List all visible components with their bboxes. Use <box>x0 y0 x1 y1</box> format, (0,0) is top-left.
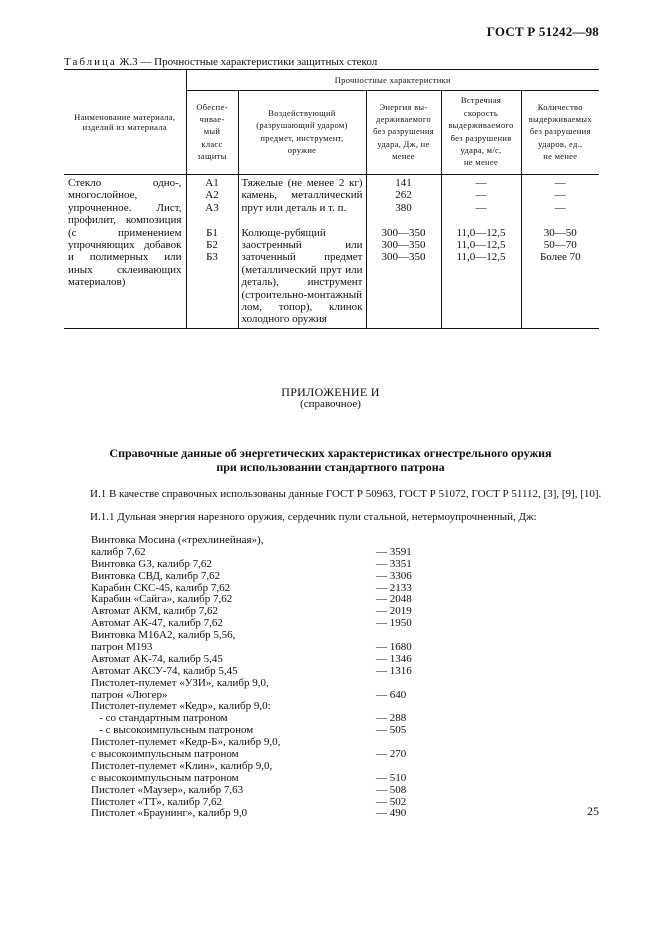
energy-cell <box>366 175 441 329</box>
energy-value: — 505 <box>376 724 407 737</box>
cell-line: Встречная <box>460 95 502 106</box>
reference-heading <box>0 446 661 474</box>
table-caption-text: Ж.3 — Прочностные характеристики защитных стекол <box>119 56 378 68</box>
impact-a-text: Тяжелые (не менее 2 кг) камень, металлический прут или деталь и т. п. <box>241 177 363 214</box>
cell-line: без разрушения <box>450 132 512 143</box>
energy-value: — 502 <box>376 795 407 808</box>
col-count-header <box>521 91 599 175</box>
cell-line: А2 <box>205 189 219 202</box>
cell-line: чивае- <box>199 113 225 124</box>
cell-line: скорость <box>463 107 499 118</box>
cell-line: 300—350 <box>381 226 426 239</box>
cell-line: не менее <box>543 151 578 162</box>
cell-line: А1 <box>205 177 219 189</box>
energy-value: — 270 <box>376 748 407 761</box>
cell-line: выдерживаемых <box>528 113 592 124</box>
cell-line: 11,0—12,5 <box>456 226 506 239</box>
cell-line: 141 <box>395 177 412 189</box>
cell-line: защиты <box>197 151 227 162</box>
cell-line: — <box>554 201 566 214</box>
cell-line: Воздействующий <box>268 107 336 118</box>
cell-line: мый <box>203 126 221 137</box>
cell-line: 11,0—12,5 <box>456 238 506 251</box>
weapon-name: Автомат АК-74, калибр 5,45 <box>91 652 223 665</box>
strength-table <box>64 69 599 329</box>
paragraph-i1: И.1 В качестве справочных использованы данные ГОСТ Р 50963, ГОСТ Р 51072, ГОСТ Р 51112, [3], [9], [10]. <box>90 488 602 500</box>
material-cell: Стекло одно-, многослойное, упрочненное. Лист, профилит, композиция (с применением упрочняющих добавок и полимерных или иных склеивающих материалов) <box>64 175 186 329</box>
weapon-energy-list <box>91 535 421 820</box>
page-number: 25 <box>587 804 599 818</box>
impact-cell <box>238 175 366 329</box>
col-speed-header <box>441 91 521 175</box>
weapon-name: Карабин «Сайга», калибр 7,62 <box>91 593 233 606</box>
col-energy-header <box>366 91 441 175</box>
weapon-name: Автомат АКМ, калибр 7,62 <box>91 605 219 618</box>
appendix-title: ПРИЛОЖЕНИЕ И <box>281 385 380 399</box>
cell-line: — <box>475 189 487 202</box>
energy-value: — 288 <box>376 712 407 725</box>
energy-value: — 1346 <box>376 652 412 665</box>
cell-line: Энергия вы- <box>379 101 428 112</box>
cell-line: не менее <box>463 157 499 168</box>
cell-line: предмет, инструмент, <box>260 132 344 143</box>
cell-line: Б1 <box>206 226 218 239</box>
cell-line <box>190 214 235 226</box>
energy-value: — 1316 <box>376 664 412 677</box>
weapon-name: - со стандартным патроном <box>91 712 228 725</box>
cell-line: держиваемого <box>376 113 431 124</box>
energy-value: — 510 <box>376 771 407 784</box>
energy-value: — 640 <box>376 688 407 701</box>
weapon-name: Пистолет-пулемет «Клин», калибр 9,0, <box>91 759 273 772</box>
paragraph-i1-1: И.1.1 Дульная энергия нарезного оружия, сердечник пули стальной, нетермоупрочненный, Дж: <box>90 511 537 523</box>
energy-value: — 2019 <box>376 605 412 618</box>
cell-line: Количество <box>537 101 583 112</box>
cell-line: Обеспе- <box>196 101 228 112</box>
cell-line: класс <box>201 138 223 149</box>
weapon-name: Пистолет-пулемет «Кедр», калибр 9,0: <box>91 700 271 713</box>
cell-line: менее <box>392 151 415 162</box>
weapon-name: с высокоимпульсным патроном <box>91 771 239 784</box>
cell-line: ударов, ед., <box>538 138 583 149</box>
weapon-name: Пистолет «ТТ», калибр 7,62 <box>91 795 222 808</box>
weapon-name: Автомат АК-47, калибр 7,62 <box>91 617 223 630</box>
cell-line <box>445 214 518 226</box>
weapon-name: Пистолет-пулемет «УЗИ», калибр 9,0, <box>91 676 269 689</box>
list-item <box>91 808 421 820</box>
energy-value: — 3351 <box>376 557 412 570</box>
energy-value: — 3591 <box>376 545 412 558</box>
cell-line: без разрушения <box>373 126 434 137</box>
cell-line: 380 <box>395 201 412 214</box>
group-header: Прочностные характеристики <box>186 70 599 91</box>
cell-line: — <box>475 201 487 214</box>
speed-cell <box>441 175 521 329</box>
standard-code-header: ГОСТ Р 51242—98 <box>486 24 599 39</box>
weapon-name: Винтовка G3, калибр 7,62 <box>91 557 212 570</box>
energy-value: — 2133 <box>376 581 412 594</box>
cell-line: удара, Дж, не <box>377 138 430 149</box>
cell-line: Более 70 <box>539 251 581 264</box>
weapon-name: Винтовка М16А2, калибр 5,56, <box>91 629 236 642</box>
cell-line: без разрушения <box>529 126 591 137</box>
cell-line: 11,0—12,5 <box>456 251 506 264</box>
col-material-header: Наименование материала, изделий из материала <box>64 70 186 175</box>
energy-value: — 2048 <box>376 593 412 606</box>
energy-value: — 1950 <box>376 617 412 630</box>
weapon-name: калибр 7,62 <box>91 545 146 558</box>
cell-line: (разрушающий ударом) <box>256 120 348 131</box>
weapon-name: патрон «Люгер» <box>91 688 168 701</box>
cell-line: оружие <box>287 144 317 155</box>
weapon-name: патрон М193 <box>91 641 153 654</box>
cell-line <box>525 214 597 226</box>
weapon-name: Пистолет «Браунинг», калибр 9,0 <box>91 807 248 820</box>
energy-value: — 490 <box>376 807 407 820</box>
cell-line: — <box>554 189 566 202</box>
table-caption <box>64 56 377 68</box>
table-caption-prefix: Таблица <box>64 56 117 68</box>
appendix-subtitle: (справочное) <box>300 398 361 410</box>
cell-line: А3 <box>205 201 219 214</box>
cell-line: 30—50 <box>543 226 577 239</box>
weapon-name: Пистолет-пулемет «Кедр-Б», калибр 9,0, <box>91 736 281 749</box>
cell-line: — <box>554 177 566 189</box>
cell-line: 262 <box>395 189 412 202</box>
cell-line: Б2 <box>206 238 218 251</box>
weapon-name: Автомат АКСУ-74, калибр 5,45 <box>91 664 238 677</box>
energy-value: — 1680 <box>376 641 412 654</box>
energy-value: — 508 <box>376 783 407 796</box>
cell-line: 300—350 <box>381 238 426 251</box>
col-impact-header <box>238 91 366 175</box>
class-cell <box>186 175 238 329</box>
cell-line: Б3 <box>206 251 218 264</box>
weapon-name: Винтовка Мосина («трехлинейная»), <box>91 534 264 546</box>
reference-heading-line2: при использовании стандартного патрона <box>216 460 445 474</box>
cell-line: — <box>475 177 487 189</box>
weapon-name: Карабин СКС-45, калибр 7,62 <box>91 581 231 594</box>
cell-line: выдерживаемого <box>448 120 514 131</box>
cell-line: 50—70 <box>543 238 577 251</box>
count-cell <box>521 175 599 329</box>
cell-line <box>370 214 438 226</box>
cell-line: 300—350 <box>381 251 426 264</box>
weapon-name: Пистолет «Маузер», калибр 7,63 <box>91 783 244 796</box>
impact-b-text: Колюще-рубящий заостренный или заточенный предмет (металлический прут или деталь), инструмент (строительно-монтажный лом, топор), клинок холодного оружия <box>241 226 363 326</box>
weapon-name: - с высокоимпульсным патроном <box>91 724 254 737</box>
energy-value: — 3306 <box>376 569 412 582</box>
col-class-header <box>186 91 238 175</box>
cell-line: удара, м/с, <box>460 144 502 155</box>
weapon-name: Винтовка СВД, калибр 7,62 <box>91 569 221 582</box>
reference-heading-line1: Справочные данные об энергетических характеристиках огнестрельного оружия <box>109 446 552 460</box>
weapon-name: с высокоимпульсным патроном <box>91 748 239 761</box>
